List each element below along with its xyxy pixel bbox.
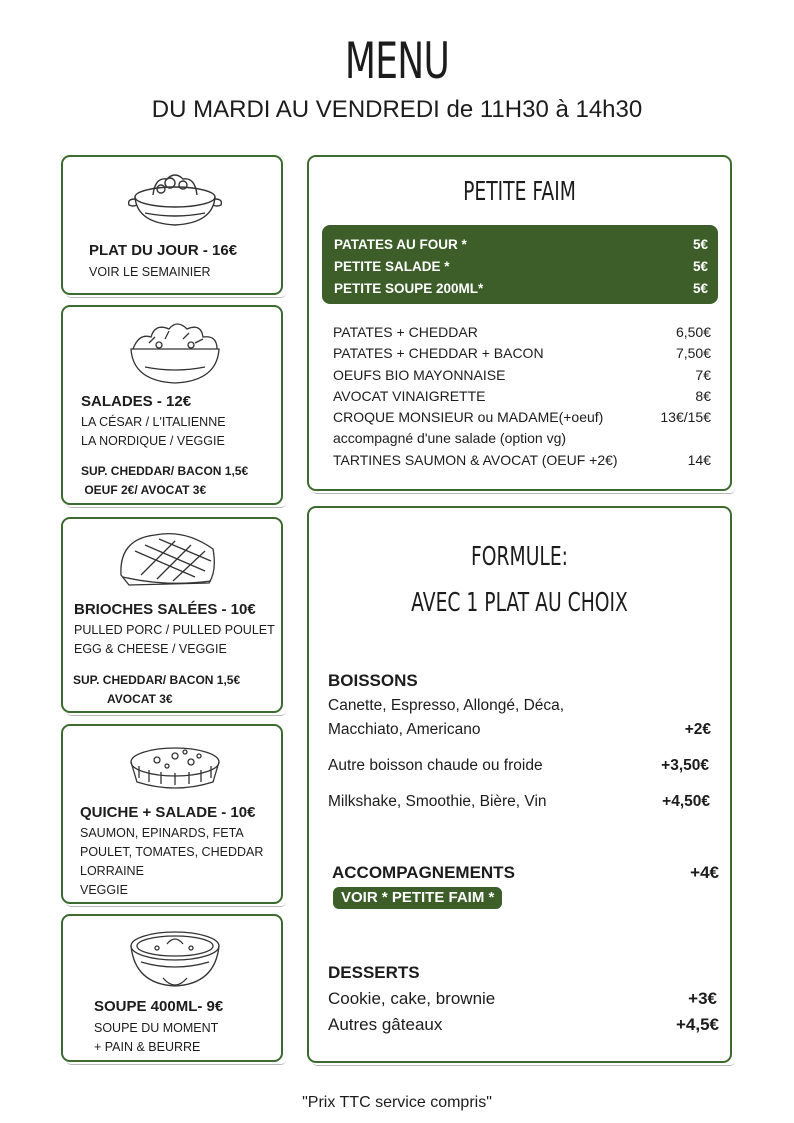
supplement-line: SUP. CHEDDAR/ BACON 1,5€ <box>73 673 241 687</box>
petite-faim-items <box>333 322 711 471</box>
brioches-supplements <box>73 671 240 709</box>
card-salades <box>61 305 283 505</box>
list-item: SOUPE DU MOMENT <box>94 1021 219 1035</box>
menu-item-row: PATATES + CHEDDAR + BACON 7,50€ <box>333 345 711 362</box>
list-item: LA NORDIQUE / VEGGIE <box>81 434 225 448</box>
salades-title: SALADES - 12€ <box>81 393 192 410</box>
formule-title: FORMULE: <box>471 542 568 572</box>
menu-item-row: AVOCAT VINAIGRETTE 8€ <box>333 387 711 404</box>
accompagnements-row: ACCOMPAGNEMENTS +4€ <box>332 863 719 882</box>
list-item: VEGGIE <box>80 883 128 897</box>
supplement-line: SUP. CHEDDAR/ BACON 1,5€ <box>81 464 249 478</box>
list-item: SAUMON, EPINARDS, FETA <box>80 826 244 840</box>
supplement-line: OEUF 2€/ AVOCAT 3€ <box>81 483 207 497</box>
menu-item-row: accompagné d'une salade (option vg) <box>333 430 567 447</box>
card-quiche <box>61 724 283 904</box>
card-brioches <box>61 517 283 713</box>
plat-du-jour-title: PLAT DU JOUR - 16€ <box>89 242 238 259</box>
menu-subtitle: DU MARDI AU VENDREDI de 11H30 à 14h30 <box>151 96 643 123</box>
quiche-lines <box>80 824 263 900</box>
plat-du-jour-line: VOIR LE SEMAINIER <box>89 265 211 279</box>
highlight-row: PATATES AU FOUR * 5€ <box>334 237 708 252</box>
salades-lines <box>81 413 226 451</box>
menu-title: MENU <box>344 32 450 90</box>
card-formule <box>307 506 732 1063</box>
petite-faim-title: PETITE FAIM <box>463 177 576 207</box>
list-item: EGG & CHEESE / VEGGIE <box>74 642 227 656</box>
casserole-pot-illustration <box>125 163 225 231</box>
price-note: "Prix TTC service compris" <box>302 1094 492 1111</box>
quiche-title: QUICHE + SALADE - 10€ <box>80 804 256 821</box>
desserts-heading: DESSERTS <box>328 963 420 982</box>
quiche-illustration <box>127 740 223 796</box>
list-item: LA CÉSAR / L'ITALIENNE <box>81 415 226 429</box>
boissons-heading: BOISSONS <box>328 671 418 690</box>
list-item: + PAIN & BEURRE <box>94 1040 201 1054</box>
list-item: PULLED PORC / PULLED POULET <box>74 623 275 637</box>
menu-item-row: TARTINES SAUMON & AVOCAT (OEUF +2€) 14€ <box>333 451 711 468</box>
list-item: POULET, TOMATES, CHEDDAR <box>80 845 264 859</box>
boissons-row: Milkshake, Smoothie, Bière, Vin +4,50€ <box>328 793 710 810</box>
salad-bowl-illustration <box>125 315 225 387</box>
soupe-title: SOUPE 400ML- 9€ <box>94 998 224 1015</box>
brioche-illustration <box>115 525 219 591</box>
supplement-line: AVOCAT 3€ <box>107 692 173 706</box>
desserts-row: Cookie, cake, brownie +3€ <box>328 989 717 1008</box>
desserts-row: Autres gâteaux +4,5€ <box>328 1015 719 1034</box>
brioches-lines <box>74 621 275 659</box>
petite-faim-highlight-box <box>322 225 718 304</box>
brioches-title: BRIOCHES SALÉES - 10€ <box>74 601 256 618</box>
soup-bowl-illustration <box>127 922 223 992</box>
boissons-line: Canette, Espresso, Allongé, Déca, <box>328 697 565 714</box>
voir-petite-faim-pill: VOIR * PETITE FAIM * <box>333 887 502 909</box>
highlight-row: PETITE SALADE * 5€ <box>334 259 708 274</box>
card-soupe <box>61 914 283 1062</box>
highlight-row: PETITE SOUPE 200ML* 5€ <box>334 281 708 296</box>
card-petite-faim <box>307 155 732 491</box>
salades-supplements <box>81 462 248 500</box>
menu-item-row: OEUFS BIO MAYONNAISE 7€ <box>333 366 711 383</box>
boissons-row: Autre boisson chaude ou froide +3,50€ <box>328 757 709 774</box>
menu-item-row: PATATES + CHEDDAR 6,50€ <box>333 324 711 340</box>
menu-item-row: CROQUE MONSIEUR ou MADAME(+oeuf) 13€/15€ <box>333 409 711 426</box>
boissons-row: Macchiato, Americano +2€ <box>328 721 711 738</box>
soupe-lines <box>94 1019 218 1057</box>
list-item: LORRAINE <box>80 864 144 878</box>
card-plat-du-jour <box>61 155 283 295</box>
formule-subtitle: AVEC 1 PLAT AU CHOIX <box>411 588 628 618</box>
